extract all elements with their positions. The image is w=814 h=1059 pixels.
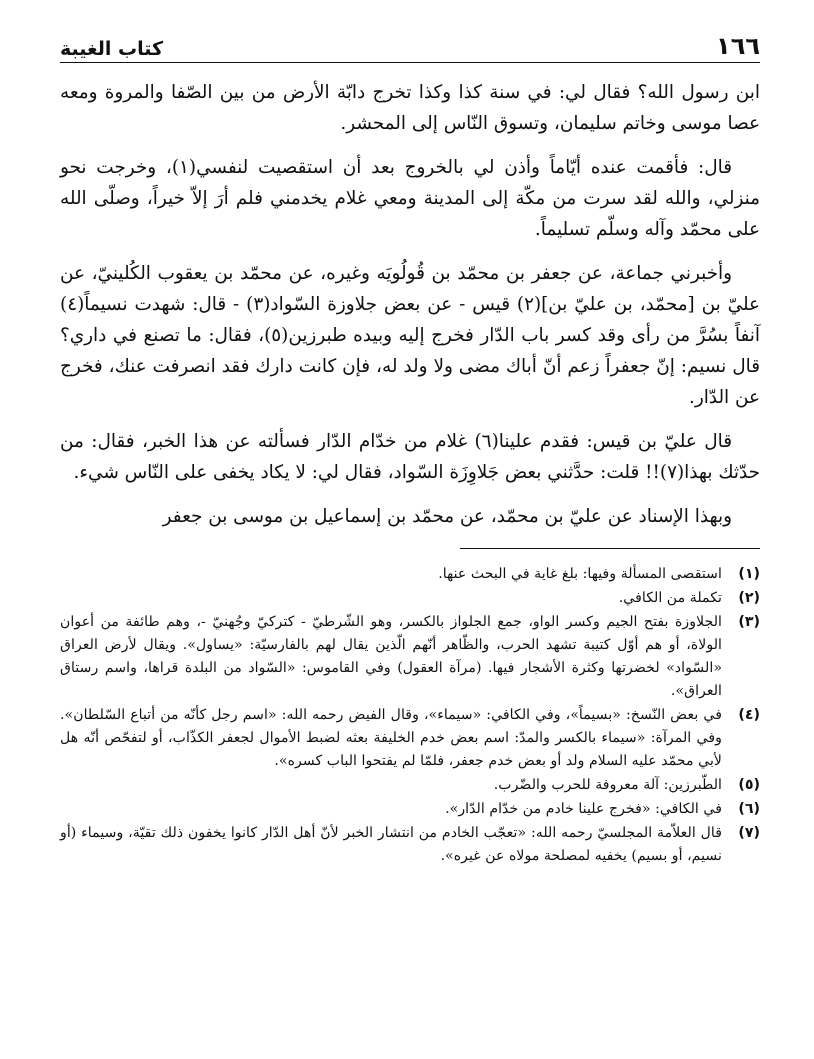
paragraph: ابن رسول الله؟ فقال لي: في سنة كذا وكذا تخرج دابّة الأرض من بين الصّفا والمروة ومعه عصا موسى وخاتم سليمان، وتسوق النّاس إلى المحشر. — [60, 82, 760, 134]
paragraph: قال: فأقمت عنده أيّاماً وأذن لي بالخروج بعد أن استقصيت لنفسي(١)، وخرجت نحو منزلي، والله لقد سرت من مكّة إلى المدينة ومعي غلام يخدمني فلم أرَ إلاّ خيراً، وصلّى الله على محمّد وآله وسلّم تسليماً. — [60, 157, 760, 240]
footnote-text: تكملة من الكافي. — [618, 590, 722, 606]
footnote — [60, 611, 760, 703]
footnote-number: (٢) — [738, 590, 760, 606]
page-number: ١٦٦ — [716, 32, 760, 60]
page-header — [60, 28, 760, 63]
footnote-text: الجلاوزة بفتح الجيم وكسر الواو، جمع الجلواز بالكسر، وهو الشّرطيّ - كتركيّ وجُهنيّ -، وهم طائفة من أعوان الولاة، أو هم أوّل كتيبة تشهد الحرب، والظّاهر أنّهم الّذين يقال لهم بالفارسيّة: «يساول». ويقال لأرض العراق «السّواد» لخضرتها وكثرة الأشجار فيها. (مرآة العقول) وفي القاموس: «السّواد من البلدة قراها، واسم رستاق العراق». — [60, 614, 722, 699]
footnote-text: الطّبرزين: آلة معروفة للحرب والضّرب. — [493, 777, 722, 793]
footnote-text: استقصى المسألة وفيها: بلغ غاية في البحث عنها. — [438, 566, 722, 582]
footnote-number: (٤) — [738, 707, 760, 723]
footnote-number: (٦) — [738, 801, 760, 817]
main-text — [60, 77, 760, 532]
footnote-text: في الكافي: «فخرج علينا خادم من خدّام الدّار». — [445, 801, 722, 817]
paragraph: قال عليّ بن قيس: فقدم علينا(٦) غلام من خدّام الدّار فسألته عن هذا الخبر، فقال: من حدّثك بهذا(٧)!! قلت: حدَّثني بعض جَلاوِزَة السّواد، فقال لي: لا يكاد يخفى على النّاس شيء. — [60, 431, 760, 483]
footnote — [60, 774, 760, 797]
book-title: كتاب الغيبة — [60, 38, 164, 60]
footnote — [60, 704, 760, 773]
footnote — [60, 563, 760, 586]
paragraph: وبهذا الإسناد عن عليّ بن محمّد، عن محمّد بن إسماعيل بن موسى بن جعفر — [162, 506, 732, 527]
footnote — [60, 798, 760, 821]
footnote-number: (٧) — [738, 825, 760, 841]
footnote — [60, 587, 760, 610]
paragraph: وأخبرني جماعة، عن جعفر بن محمّد بن قُولُويَه وغيره، عن محمّد بن يعقوب الكُلينيّ، عن عليّ بن [محمّد، بن عليّ بن](٢) قيس - عن بعض جلاوزة السّواد(٣) - قال: شهدت نسيماً(٤) آنفاً بسُرَّ من رأى وقد كسر باب الدّار فخرج إليه وبيده طبرزين(٥)، فقال: ما تصنع في داري؟ قال نسيم: إنّ جعفراً زعم أنّ أباك مضى ولا ولد له، فإن كانت دارك فقد انصرفت عنك، فخرج عن الدّار. — [60, 263, 761, 408]
footnotes-section — [60, 563, 760, 868]
footnote — [60, 822, 760, 868]
footnote-divider — [460, 548, 760, 549]
footnote-text: في بعض النّسخ: «بسيماً»، وفي الكافي: «سيماء»، وقال الفيض رحمه الله: «اسم رجل كأنّه من أتباع السّلطان». وفي المرآة: «سيماء بالكسر والمدّ: اسم بعض خدم الخليفة بعثه لضبط الأموال لجعفر الكذّاب، أو لتفحّص أنّه هل لأبي محمّد عليه السلام ولد أو بعض خدم جعفر، فلمّا لم يفتحوا الباب كسره». — [60, 707, 722, 769]
footnote-number: (٥) — [738, 777, 760, 793]
footnote-number: (١) — [738, 566, 760, 582]
footnote-number: (٣) — [738, 614, 760, 630]
book-page — [60, 28, 760, 869]
footnote-text: قال العلاّمة المجلسيّ رحمه الله: «تعجّب الخادم من انتشار الخبر لأنّ أهل الدّار كانوا يخفون ذلك تقيّة، وسيماء (أو نسيم، أو بسيم) يخفيه لمصلحة مولاه عن غيره». — [60, 825, 722, 864]
